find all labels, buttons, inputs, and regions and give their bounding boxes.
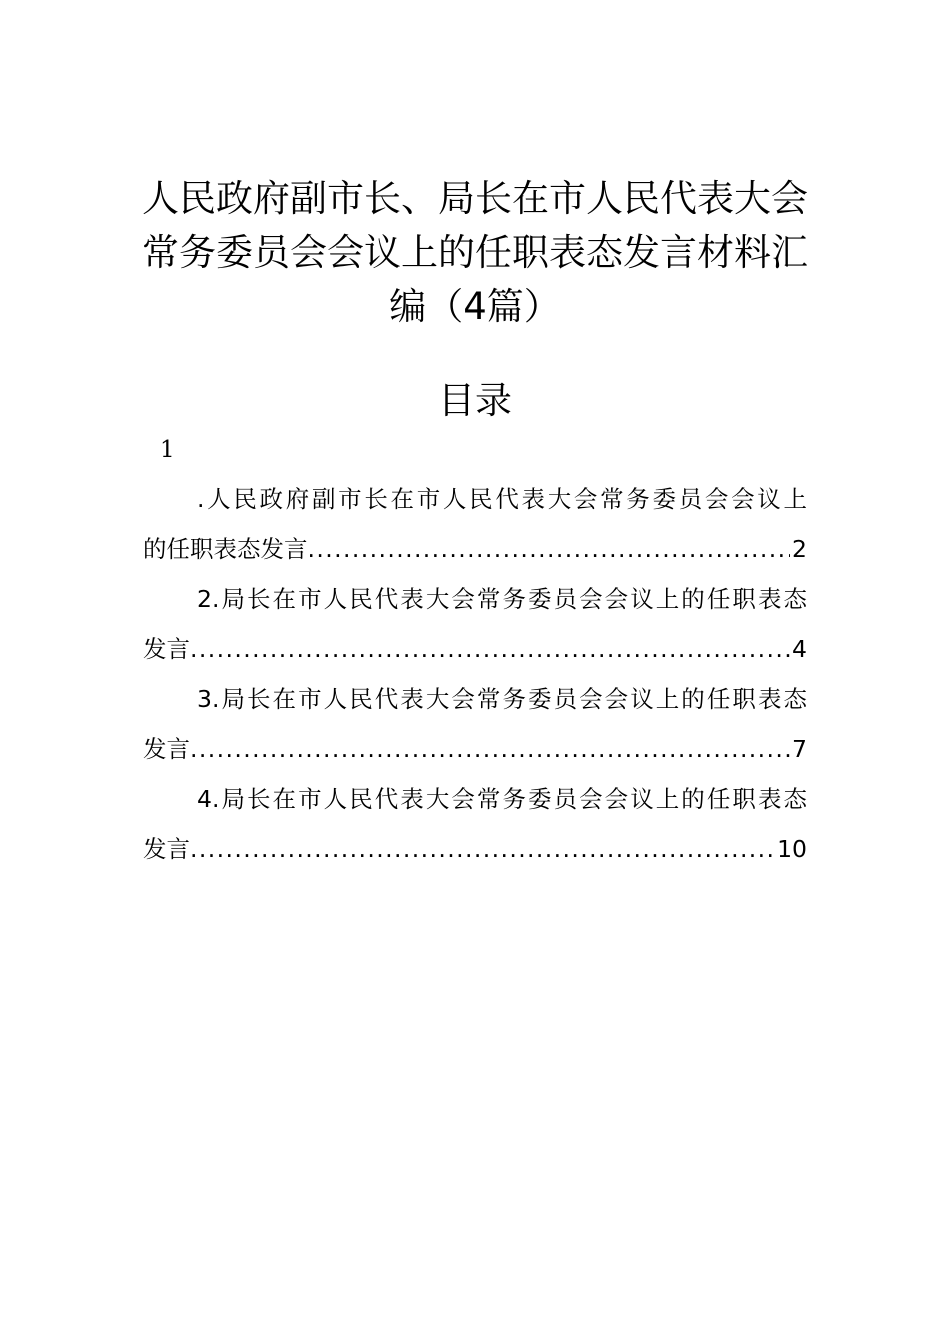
toc-entry-continuation — [143, 524, 807, 574]
dot-leader — [308, 524, 791, 574]
title-line: 编（4篇） — [389, 285, 561, 328]
toc-page-number: 2 — [792, 535, 807, 563]
toc-entry-title: .人民政府副市长在市人民代表大会常务委员会会议上 — [197, 485, 807, 513]
toc-entry-title: 3.局长在市人民代表大会常务委员会会议上的任职表态 — [197, 685, 807, 713]
toc-page-number: 4 — [792, 635, 807, 663]
toc-entry-title: 4.局长在市人民代表大会常务委员会会议上的任职表态 — [197, 785, 807, 813]
toc-entry-3[interactable] — [143, 674, 807, 774]
title-line: 人民政府副市长、局长在市人民代表大会 — [142, 177, 808, 220]
toc-entry-title-end: 发言 — [143, 735, 190, 763]
title-line: 常务委员会会议上的任职表态发言材料汇 — [142, 231, 808, 274]
dot-leader — [190, 824, 775, 874]
toc-entry-title: 2.局长在市人民代表大会常务委员会会议上的任职表态 — [197, 585, 807, 613]
toc-entry-4[interactable] — [143, 774, 807, 874]
toc-entry-title-end: 发言 — [143, 635, 190, 663]
dot-leader — [190, 724, 790, 774]
toc-entry-continuation — [143, 824, 807, 874]
toc-page-number: 7 — [792, 735, 807, 763]
toc-heading: 目录 — [438, 379, 512, 422]
toc-entry-2[interactable] — [143, 574, 807, 674]
document-title — [140, 172, 810, 334]
toc-page-number: 10 — [777, 835, 807, 863]
dot-leader — [190, 624, 790, 674]
toc-entry-continuation — [143, 724, 807, 774]
toc-entry-continuation — [143, 624, 807, 674]
stray-number: 1 — [160, 437, 175, 463]
toc-entry-title-end: 发言 — [143, 835, 190, 863]
toc-entry-title-end: 的任职表态发言 — [143, 535, 308, 563]
toc-entry-1[interactable] — [143, 474, 807, 574]
table-of-contents — [143, 474, 807, 874]
